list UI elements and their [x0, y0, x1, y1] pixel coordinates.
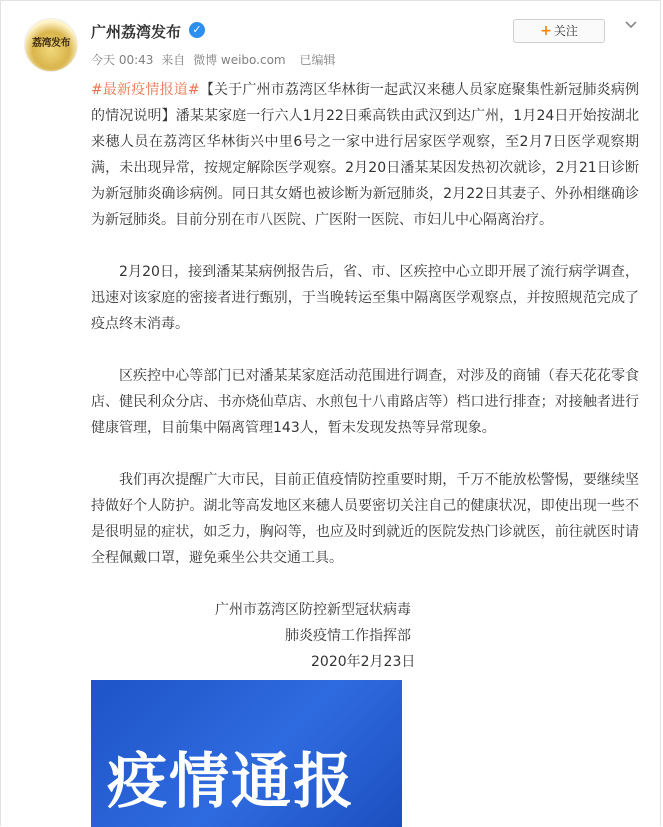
signature-date: 2020年2月23日	[311, 654, 416, 670]
post-paragraph-4: 我们再次提醒广大市民，目前正值疫情防控重要时期，千万不能放松警惕，要继续坚持做好个人防护。湖北等高发地区来穗人员要密切关注自己的健康状况，即使出现一些不是很明显的症状，如乏力，胸闷等，也应及时到就近的医院发热门诊就医，前往就医时请全程佩戴口罩，避免乘坐公共交通工具。	[91, 472, 639, 566]
hashtag-link[interactable]: #最新疫情报道#	[91, 82, 200, 98]
username[interactable]: 广州荔湾发布	[91, 23, 182, 41]
signature-line-1: 广州市荔湾区防控新型冠状病毒	[215, 602, 411, 618]
post-meta	[91, 51, 339, 68]
post-paragraph-3: 区疾控中心等部门已对潘某某家庭活动范围进行调查，对涉及的商铺（春天花花零食店、健民利众分店、书亦烧仙草店、水煎包十八甫路店等）档口进行排查；对接触者进行健康管理，目前集中隔离管理143人，暂未发现发热等异常现象。	[91, 368, 639, 436]
signature-line-2: 肺炎疫情工作指挥部	[285, 628, 411, 644]
avatar-logo-text: 荔湾发布	[32, 38, 70, 49]
verified-badge-icon: ✓	[189, 22, 205, 38]
follow-label: 关注	[553, 24, 578, 38]
edited-label: 已编辑	[299, 53, 336, 67]
source-prefix: 来自	[161, 53, 186, 67]
post-body	[91, 77, 639, 571]
image-caption-text: 疫情通报	[107, 747, 355, 817]
post-paragraph-1	[91, 77, 639, 233]
post-image[interactable]	[91, 680, 402, 827]
post-paragraph-2: 2月20日，接到潘某某病例报告后，省、市、区疾控中心立即开展了流行病学调查，迅速对该家庭的密接者进行甄别，于当晚转运至集中隔离医学观察点，并按照规范完成了疫点终末消毒。	[91, 264, 639, 332]
post-time[interactable]: 今天 00:43	[91, 53, 154, 67]
follow-button[interactable]	[513, 19, 605, 43]
paragraph-1-text: 【关于广州市荔湾区华林街一起武汉来穗人员家庭聚集性新冠肺炎病例的情况说明】潘某某家庭一行六人1月22日乘高铁由武汉到达广州，1月24日开始按湖北来穗人员在荔湾区华林街兴中里6号之一家中进行居家医学观察，至2月7日医学观察期满，未出现异常，按规定解除医学观察。2月20日潘某某因发热初次就诊，2月21日诊断为新冠肺炎确诊病例。同日其女婿也被诊断为新冠肺炎，2月22日其妻子、外孙相继确诊为新冠肺炎。目前分别在市八医院、广医附一医院、市妇儿中心隔离治疗。	[91, 82, 639, 228]
avatar[interactable]	[24, 18, 78, 72]
plus-icon: +	[540, 23, 552, 39]
chevron-down-icon[interactable]	[623, 17, 639, 33]
post-source[interactable]: 微博 weibo.com	[193, 53, 286, 67]
